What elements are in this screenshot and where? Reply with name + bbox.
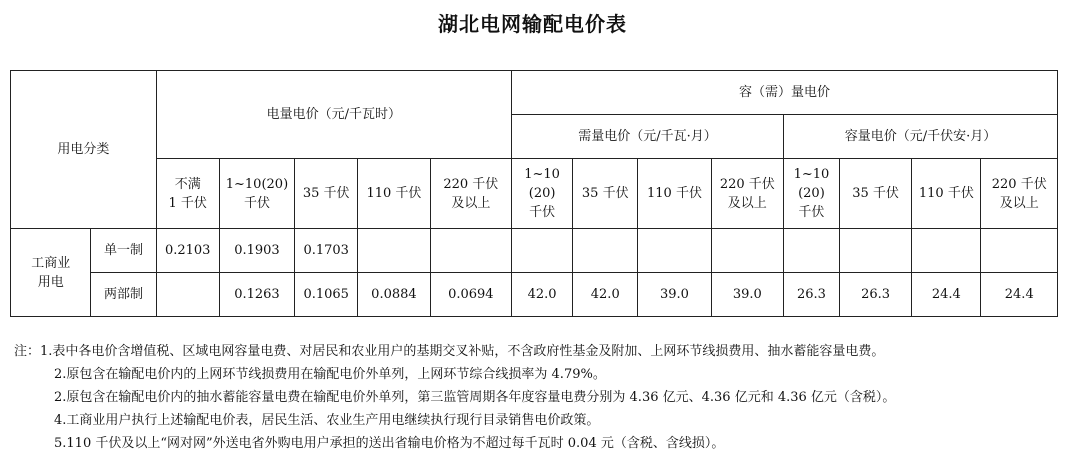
energy-price-header: 电量电价（元/千瓦时） — [156, 71, 511, 159]
table-cell — [638, 229, 711, 273]
capacity-col-header: 1~10 (20) 千伏 — [783, 159, 839, 229]
category-header: 用电分类 — [11, 71, 157, 229]
table-cell: 0.2103 — [156, 229, 219, 273]
note-line: 2.原包含在输配电价内的抽水蓄能容量电费在输配电价外单列，第三监管周期各年度容量电费分别为 4.36 亿元、4.36 亿元和 4.36 亿元（含税）。 — [54, 390, 896, 405]
table-cell: 42.0 — [512, 273, 573, 317]
capacity-col-header: 35 千伏 — [839, 159, 911, 229]
demand-col-header: 35 千伏 — [573, 159, 638, 229]
table-cell — [981, 229, 1058, 273]
table-row — [11, 229, 1058, 273]
demand-price-header: 需量电价（元/千瓦·月） — [512, 115, 784, 159]
table-cell: 24.4 — [912, 273, 981, 317]
energy-col-header: 220 千伏 及以上 — [430, 159, 511, 229]
table-cell: 39.0 — [638, 273, 711, 317]
note-line: 5.110 千伏及以上“网对网”外送电省外购电用户承担的送出省输电价格为不超过每千瓦时 0.04 元（含税、含线损）。 — [54, 436, 725, 451]
demand-col-header: 1~10 (20) 千伏 — [512, 159, 573, 229]
table-cell: 42.0 — [573, 273, 638, 317]
table-cell: 24.4 — [981, 273, 1058, 317]
table-cell: 26.3 — [783, 273, 839, 317]
energy-col-header: 35 千伏 — [295, 159, 358, 229]
demand-col-header: 110 千伏 — [638, 159, 711, 229]
energy-col-header: 1~10(20) 千伏 — [219, 159, 294, 229]
table-cell — [783, 229, 839, 273]
energy-col-header: 不满 1 千伏 — [156, 159, 219, 229]
table-cell — [156, 273, 219, 317]
group-label: 工商业 用电 — [11, 229, 91, 317]
table-cell: 0.0694 — [430, 273, 511, 317]
row-label: 单一制 — [91, 229, 156, 273]
table-cell — [358, 229, 430, 273]
capacity-col-header: 220 千伏 及以上 — [981, 159, 1058, 229]
table-cell — [430, 229, 511, 273]
page-title: 湖北电网输配电价表 — [438, 12, 627, 36]
table-cell — [512, 229, 573, 273]
row-label: 两部制 — [91, 273, 156, 317]
demand-col-header: 220 千伏 及以上 — [711, 159, 783, 229]
energy-col-header: 110 千伏 — [358, 159, 430, 229]
notes-section — [14, 340, 1059, 455]
table-cell: 0.1263 — [219, 273, 294, 317]
table-cell: 26.3 — [839, 273, 911, 317]
table-cell — [573, 229, 638, 273]
capacity-price-header: 容量电价（元/千伏安·月） — [783, 115, 1057, 159]
table-cell — [839, 229, 911, 273]
capacity-group-header: 容（需）量电价 — [512, 71, 1058, 115]
table-cell: 0.1065 — [295, 273, 358, 317]
table-cell — [912, 229, 981, 273]
note-line: 注：1.表中各电价含增值税、区域电网容量电费、对居民和农业用户的基期交叉补贴，不含政府性基金及附加、上网环节线损费用、抽水蓄能容量电费。 — [14, 344, 885, 359]
note-line: 2.原包含在输配电价内的上网环节线损费用在输配电价外单列，上网环节综合线损率为 4.79%。 — [54, 367, 606, 382]
table-cell: 39.0 — [711, 273, 783, 317]
table-row — [11, 273, 1058, 317]
tariff-table — [10, 70, 1058, 317]
note-line: 4.工商业用户执行上述输配电价表，居民生活、农业生产用电继续执行现行目录销售电价政策。 — [54, 413, 600, 428]
table-cell — [711, 229, 783, 273]
table-cell: 0.0884 — [358, 273, 430, 317]
capacity-col-header: 110 千伏 — [912, 159, 981, 229]
table-cell: 0.1703 — [295, 229, 358, 273]
table-cell: 0.1903 — [219, 229, 294, 273]
